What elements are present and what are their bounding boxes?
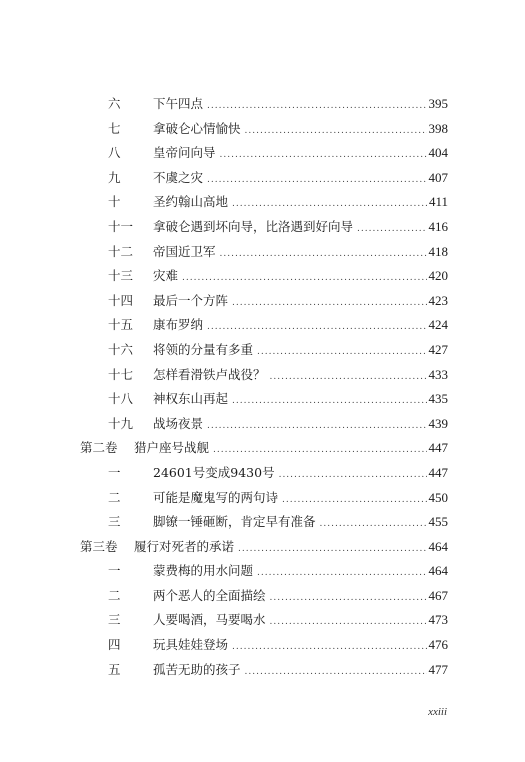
toc-entry-title: 拿破仑心情愉快 xyxy=(153,120,241,136)
toc-entry-page-number: 411 xyxy=(428,194,448,210)
toc-entry-number: 十四 xyxy=(108,292,134,308)
toc-entry-title: 皇帝问向导 xyxy=(153,145,216,161)
toc-entry-title: 圣约翰山高地 xyxy=(153,194,229,210)
toc-entry-page-number: 427 xyxy=(428,341,448,357)
toc-entry-page-number: 476 xyxy=(428,637,448,653)
dot-leader xyxy=(220,242,427,267)
toc-entry-title: 康布罗纳 xyxy=(153,317,204,333)
toc-entry-page-number: 439 xyxy=(428,415,448,431)
toc-entry-page-number: 416 xyxy=(428,218,448,234)
toc-entry-number: 四 xyxy=(108,637,121,653)
toc-entry-page-number: 477 xyxy=(428,661,448,677)
dot-leader xyxy=(220,143,427,168)
toc-entry-page-number: 398 xyxy=(428,120,448,136)
toc-entry-number: 十二 xyxy=(108,243,134,259)
toc-entry-title: 将领的分量有多重 xyxy=(153,341,254,357)
dot-leader xyxy=(232,635,426,660)
toc-entry-title: 战场夜景 xyxy=(153,415,204,431)
dot-leader xyxy=(270,610,427,635)
toc-entry-title: 不虞之灾 xyxy=(153,169,204,185)
toc-entry-number: 六 xyxy=(108,96,121,111)
toc-entry-title: 两个恶人的全面描绘 xyxy=(153,587,266,603)
toc-entry-number: 一 xyxy=(108,563,121,579)
toc-entry-page-number: 424 xyxy=(428,317,448,333)
toc-chapter-entry xyxy=(80,215,448,240)
toc-entry-number: 一 xyxy=(108,464,121,480)
toc-entry-number: 三 xyxy=(108,612,121,628)
toc-entry-page-number: 447 xyxy=(428,464,448,480)
toc-entry-page-number: 464 xyxy=(428,538,448,554)
toc-entry-page-number: 464 xyxy=(428,563,448,579)
toc-chapter-entry xyxy=(80,559,448,584)
toc-chapter-entry xyxy=(80,190,448,215)
toc-chapter-entry xyxy=(80,289,448,314)
toc-entry-number: 十九 xyxy=(108,415,134,431)
toc-entry-title: 人要喝酒，马要喝水 xyxy=(153,612,266,628)
toc-entry-number: 三 xyxy=(108,514,121,530)
toc-entry-number: 第二卷 xyxy=(80,440,118,456)
dot-leader xyxy=(282,488,426,513)
dot-leader xyxy=(232,291,426,316)
toc-entry-title: 玩具娃娃登场 xyxy=(153,637,229,653)
toc-entry-page-number: 467 xyxy=(428,587,448,603)
toc-chapter-entry xyxy=(80,338,448,363)
dot-leader xyxy=(207,94,426,119)
dot-leader xyxy=(232,192,427,217)
toc-chapter-entry xyxy=(80,412,448,437)
toc-chapter-entry xyxy=(80,584,448,609)
toc-entry-page-number: 420 xyxy=(428,268,448,284)
toc-chapter-entry xyxy=(80,240,448,265)
toc-entry-title: 灾难 xyxy=(153,268,179,284)
toc-entry-number: 十三 xyxy=(108,268,134,284)
toc-entry-page-number: 418 xyxy=(428,243,448,259)
toc-chapter-entry xyxy=(80,608,448,633)
toc-entry-title: 拿破仑遇到坏向导，比洛遇到好向导 xyxy=(153,218,354,234)
dot-leader xyxy=(257,340,426,365)
dot-leader xyxy=(207,315,426,340)
toc-entry-page-number: 473 xyxy=(428,612,448,628)
toc-chapter-entry xyxy=(80,363,448,388)
toc-entry-title: 下午四点 xyxy=(153,96,204,111)
toc-chapter-entry xyxy=(80,461,448,486)
toc-entry-title: 帝国近卫军 xyxy=(153,243,216,259)
toc-entry-title: 怎样看滑铁卢战役？ xyxy=(153,366,266,382)
toc-chapter-entry xyxy=(80,141,448,166)
toc-chapter-entry xyxy=(80,264,448,289)
toc-chapter-entry xyxy=(80,92,448,117)
toc-chapter-entry xyxy=(80,633,448,658)
toc-entry-title: 猎户座号战舰 xyxy=(134,440,210,456)
toc-entry-number: 九 xyxy=(108,169,121,185)
page-number-footer: xxiii xyxy=(428,706,447,718)
table-of-contents xyxy=(80,92,448,682)
toc-entry-number: 十八 xyxy=(108,391,134,407)
toc-chapter-entry xyxy=(80,313,448,338)
toc-entry-page-number: 423 xyxy=(428,292,448,308)
toc-chapter-entry xyxy=(80,510,448,535)
toc-entry-title: 脚镣一锤砸断，肯定早有准备 xyxy=(153,514,316,530)
dot-leader xyxy=(207,168,426,193)
toc-entry-number: 二 xyxy=(108,489,121,505)
toc-entry-title: 神权东山再起 xyxy=(153,391,229,407)
toc-entry-number: 十一 xyxy=(108,218,134,234)
dot-leader xyxy=(270,365,427,390)
toc-chapter-entry xyxy=(80,486,448,511)
dot-leader xyxy=(357,217,426,242)
toc-chapter-entry xyxy=(80,117,448,142)
toc-chapter-entry xyxy=(80,166,448,191)
toc-entry-number: 十 xyxy=(108,194,121,210)
dot-leader xyxy=(182,266,426,291)
toc-entry-title: 可能是魔鬼写的两句诗 xyxy=(153,489,279,505)
toc-entry-title: 最后一个方阵 xyxy=(153,292,229,308)
dot-leader xyxy=(245,660,427,685)
dot-leader xyxy=(257,561,426,586)
toc-entry-title: 24601号变成9430号 xyxy=(153,464,275,480)
toc-entry-number: 十五 xyxy=(108,317,134,333)
toc-volume-entry xyxy=(80,436,448,461)
toc-entry-title: 蒙费梅的用水问题 xyxy=(153,563,254,579)
dot-leader xyxy=(207,414,426,439)
toc-entry-page-number: 447 xyxy=(428,440,448,456)
toc-entry-title: 孤苦无助的孩子 xyxy=(153,661,241,677)
toc-entry-page-number: 435 xyxy=(428,391,448,407)
toc-entry-number: 七 xyxy=(108,120,121,136)
dot-leader xyxy=(245,119,427,144)
dot-leader xyxy=(320,512,427,537)
dot-leader xyxy=(279,463,427,488)
toc-entry-number: 二 xyxy=(108,587,121,603)
toc-chapter-entry xyxy=(80,387,448,412)
toc-entry-page-number: 395 xyxy=(428,96,448,111)
dot-leader xyxy=(238,537,426,562)
toc-entry-page-number: 407 xyxy=(428,169,448,185)
toc-volume-entry xyxy=(80,535,448,560)
toc-entry-number: 十七 xyxy=(108,366,134,382)
toc-chapter-entry xyxy=(80,658,448,683)
dot-leader xyxy=(270,586,427,611)
toc-entry-number: 第三卷 xyxy=(80,538,118,554)
dot-leader xyxy=(213,438,426,463)
toc-entry-title: 履行对死者的承诺 xyxy=(134,538,235,554)
toc-entry-number: 八 xyxy=(108,145,121,161)
toc-entry-number: 十六 xyxy=(108,341,134,357)
toc-entry-page-number: 433 xyxy=(428,366,448,382)
toc-entry-page-number: 450 xyxy=(428,489,448,505)
toc-entry-page-number: 455 xyxy=(428,514,448,530)
toc-entry-number: 五 xyxy=(108,661,121,677)
dot-leader xyxy=(232,389,426,414)
toc-entry-page-number: 404 xyxy=(428,145,448,161)
